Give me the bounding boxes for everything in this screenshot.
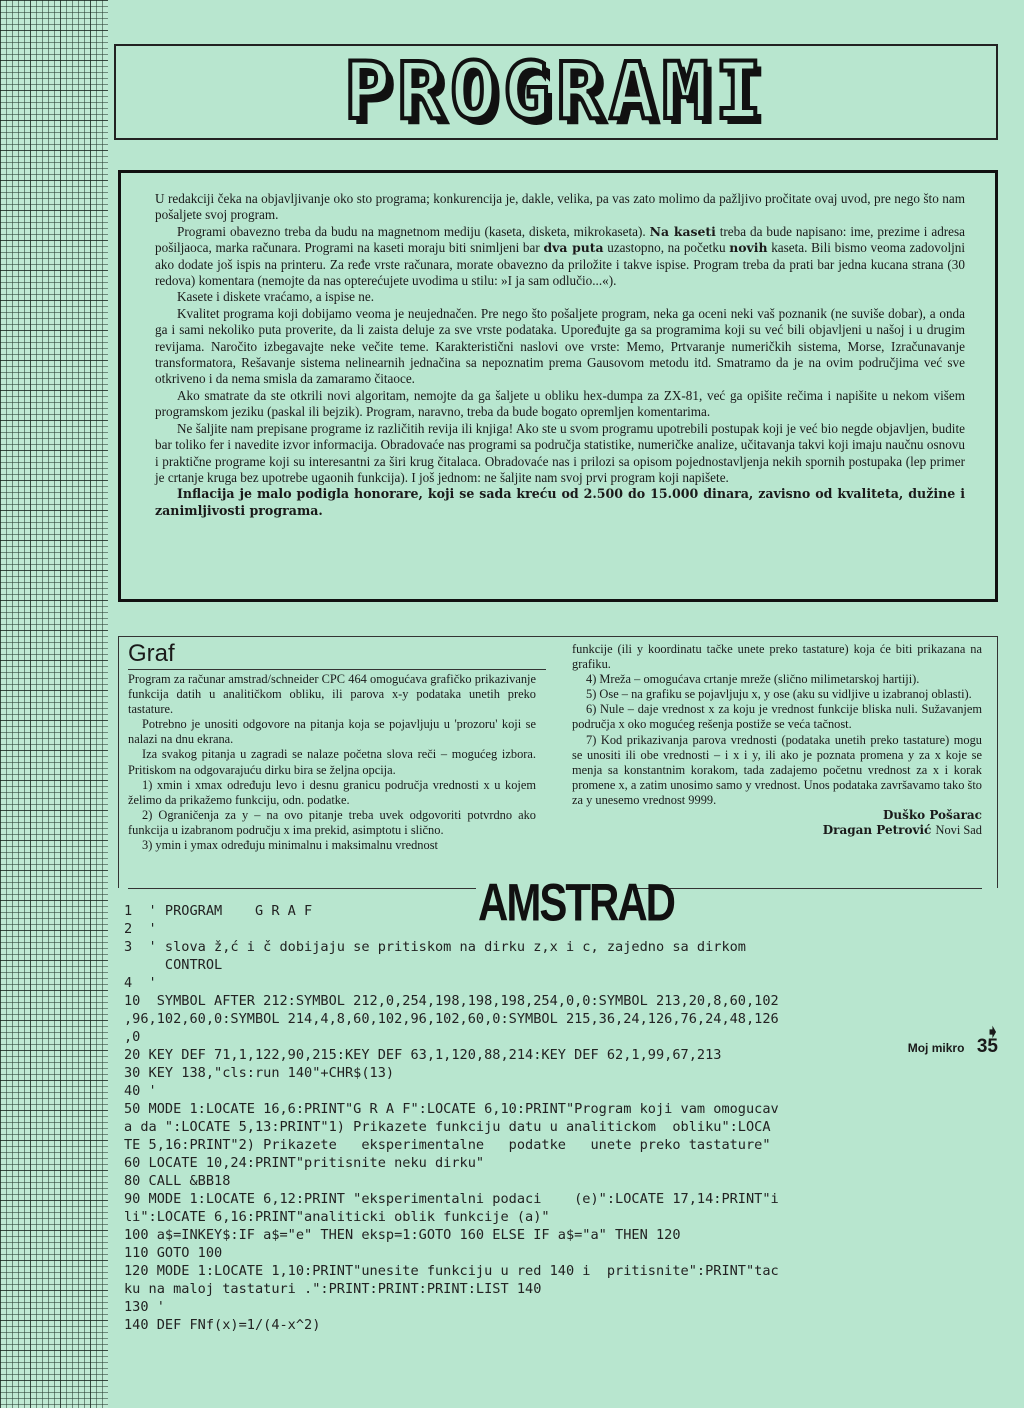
code-line: 130 ' <box>124 1299 165 1315</box>
author-2: Dragan Petrović <box>822 823 932 838</box>
intro-box <box>118 170 998 602</box>
article-paragraph: 1) xmin i xmax određuju levo i desnu granicu područja vrednosti x u kojem želimo da prikažemo funkciju, odn. podatke. <box>128 777 536 807</box>
article-paragraph: 3) ymin i ymax određuju minimalnu i maksimalnu vrednost <box>142 838 438 853</box>
code-line: 100 a$=INKEY$:IF a$="e" THEN eksp=1:GOTO 160 ELSE IF a$="a" THEN 120 <box>124 1227 681 1243</box>
article-paragraph: 2) Ograničenja za y – na ovo pitanje treba uvek odgovoriti potvrdno ako funkcija u izabranom području x ima prekid, asimptotu i slično. <box>128 807 536 837</box>
code-line: 80 CALL &BB18 <box>124 1173 231 1189</box>
article-paragraph: 4) Mreža – omogućava crtanje mreže (slično milimetarskoj hartiji). <box>586 672 920 687</box>
code-line: TE 5,16:PRINT"2) Prikazete eksperimentalne podatke unete preko tastature" <box>124 1137 771 1153</box>
article-paragraph: Program za računar amstrad/schneider CPC 464 omogućava grafičko prikazivanje funkcija datih u analitičkom obliku, ili parova x-y podataka unetih preko tastature. <box>128 672 536 717</box>
author-1: Duško Pošarac <box>882 808 982 823</box>
article-paragraph: Potrebno je unositi odgovore na pitanja koja se pojavljuju u 'prozoru' koji se nalazi na dnu ekrana. <box>128 717 536 747</box>
intro-paragraph-3: Kasete i diskete vraćamo, a ispise ne. <box>177 289 375 305</box>
intro-paragraph-4: Kvalitet programa koji dobijamo veoma je neujednačen. Pre nego što pošaljete program, neka ga oceni neki vaš poznanik (ne suviše dobar), a onda ga i sami nekoliko puta proverite, da li zaista deluje za sve vrste podataka. Upoređujte ga sa programima koji su već bili objavljeni u našoj i u drugim revijama. Naročito izbegavajte neke večite teme. Karakteristični naslovi ove vrste: Memo, Prtvaranje numeričkih sistema, Morse, Izračunavanje transformatora, Rešavanje sistema nelinearnih jednačina sa nepoznatim prema Gausovom metodu itd. Smatramo da je na ovim područjima već sve otkriveno i da nema smisla da zamaramo čitaoce. <box>155 305 965 387</box>
intro-paragraph-2: Programi obavezno treba da budu na magnetnom mediju (kaseta, disketa, mikrokaseta). Na kaseti treba da bude napisano: ime, prezime i adresa pošiljaoca, marka računara. Programi na kaseti moraju biti snimljeni bar dva puta uzastopno, na početku novih kaseta. Bili bismo veoma zadovoljni ako dodate još ispis na printeru. Za ređe vrste računara, morate obavezno da priložite i takve ispise. Program treba da prati bar jedna kucana strana (30 redova) komentara (nemojte da nas opterećujete uvodima u stilu: »I ja sam odlučio...«). <box>155 223 966 289</box>
article-paragraph: 5) Ose – na grafiku se pojavljuju x, y ose (aku su vidljive u izabranoj oblasti). <box>586 687 972 702</box>
article-title: Graf <box>128 640 175 667</box>
code-line: ,0 <box>124 1029 141 1045</box>
code-line: 3 ' slova ž,ć i č dobijaju se pritiskom na dirku z,x i c, zajedno sa dirkom <box>124 939 746 955</box>
page-footer <box>908 1036 998 1058</box>
code-line: 20 KEY DEF 71,1,122,90,215:KEY DEF 63,1,120,88,214:KEY DEF 62,1,99,67,213 <box>124 1047 722 1063</box>
code-line: 110 GOTO 100 <box>124 1245 223 1261</box>
code-line: 90 MODE 1:LOCATE 6,12:PRINT "eksperimentalni podaci (e)":LOCATE 17,14:PRINT"i <box>124 1191 779 1207</box>
code-line: CONTROL <box>124 957 223 973</box>
code-line: ,96,102,60,0:SYMBOL 214,4,8,60,102,96,102,60,0:SYMBOL 215,36,24,126,76,24,48,126 <box>124 1011 779 1027</box>
graph-paper-strip <box>0 0 108 1408</box>
basic-listing <box>124 902 994 1334</box>
intro-paragraph-6: Ne šaljite nam prepisane programe iz različitih revija ili knjiga! Ako ste u svom programu upotrebili postupak koji je već bio negde objavljen, budite bar toliko fer i navedite izvor informacija. Obradovaće nas programi sa područja statistike, numeričke analize, učitavanja takvi koji imaju naučnu osnovu i praktične programe koji su interesantni za širi krug čitalaca. Obradovaće nas i prilozi sa opisom pojednostavljenja nekih spornih postupaka (lep primer je crtanje kruga bez upotrebe ugaonih funkcija). I još jednom: ne šaljite nam svoj prvi program koji napišete. <box>155 420 965 485</box>
code-line: 40 ' <box>124 1083 157 1099</box>
code-line: 120 MODE 1:LOCATE 1,10:PRINT"unesite funkciju u red 140 i pritisnite":PRINT"tac <box>124 1263 779 1279</box>
code-line: a da ":LOCATE 5,13:PRINT"1) Prikazete funkciju datu u analitickom obliku":LOCA <box>124 1119 771 1135</box>
divider-left <box>128 888 476 889</box>
article-column-left <box>128 672 536 853</box>
continue-arrow-icon: ➧ <box>986 1024 1000 1041</box>
intro-paragraph-fee: Inflacija je malo podigla honorare, koji se sada kreću od 2.500 do 15.000 dinara, zavisno od kvaliteta, dužine i zanimljivosti programa. <box>155 486 965 518</box>
article-paragraph: funkcije (ili y koordinatu tačke unete preko tastature) koja će biti prikazana na grafiku. <box>572 642 982 672</box>
article-paragraph: 6) Nule – daje vrednost x za koju je vrednost funkcije bliska nuli. Sužavanjem područja x oko mogućeg rešenja postiže se veća tačnost. <box>572 702 982 732</box>
code-line: 60 LOCATE 10,24:PRINT"pritisnite neku dirku" <box>124 1155 485 1171</box>
code-line: 140 DEF FNf(x)=1/(4-x^2) <box>124 1317 321 1333</box>
amstrad-logo: AMSTRAD <box>478 873 674 932</box>
code-line: 30 KEY 138,"cls:run 140"+CHR$(13) <box>124 1065 395 1081</box>
code-line: li":LOCATE 6,16:PRINT"analiticki oblik funkcije (a)" <box>124 1209 550 1225</box>
article-paragraph: Iza svakog pitanja u zagradi se nalaze početna slova reči – mogućeg izbora. Pritiskom na odgovarajuću dirku bira se željna opcija. <box>128 747 536 777</box>
article-title-rule <box>128 669 546 670</box>
author-city: Novi Sad <box>935 823 982 838</box>
article-column-right <box>572 642 982 838</box>
code-line: 50 MODE 1:LOCATE 16,6:PRINT"G R A F":LOCATE 6,10:PRINT"Program koji vam omogucav <box>124 1101 779 1117</box>
author-2-line <box>572 823 982 838</box>
code-line: 1 ' PROGRAM G R A F <box>124 903 313 919</box>
code-line: 2 ' <box>124 921 157 937</box>
code-line: 4 ' <box>124 975 157 991</box>
magazine-name: Moj mikro <box>907 1041 965 1055</box>
title-banner <box>114 44 998 140</box>
divider-right <box>630 888 982 889</box>
code-line: 10 SYMBOL AFTER 212:SYMBOL 212,0,254,198,198,198,254,0,0:SYMBOL 213,20,8,60,102 <box>124 993 779 1009</box>
page-title: PROGRAMI <box>344 47 768 137</box>
intro-paragraph-1: U redakciji čeka na objavljivanje oko sto programa; konkurencija je, dakle, velika, pa vas zato molimo da pažljivo pročitate ovaj uvod, pre nego što nam pošaljete svoj program. <box>155 191 965 223</box>
intro-paragraph-5: Ako smatrate da ste otkrili novi algoritam, nemojte da ga šaljete u obliku hex-dumpa za ZX-81, već ga opišite rečima i napišite u nekom višem programskom jeziku (paskal ili bejzik). Program, naravno, treba da bude bogato opremljen komentarima. <box>155 387 965 420</box>
article-paragraph: 7) Kod prikazivanja parova vrednosti (podataka unetih preko tastature) mogu se unositi ili obe vrednosti – i x i y, ili ako je poznata promena y za x koje se menja sa konstantnim korakom, tada zadajemo početnu vrednost za x i korak promene x, a zatim unosimo samo y vrednost. Unos podataka završavamo tako što za y unesemo vrednost 9999. <box>572 732 982 807</box>
page-number: 35 <box>976 1036 998 1057</box>
code-line: ku na maloj tastaturi .":PRINT:PRINT:PRINT:LIST 140 <box>124 1281 542 1297</box>
